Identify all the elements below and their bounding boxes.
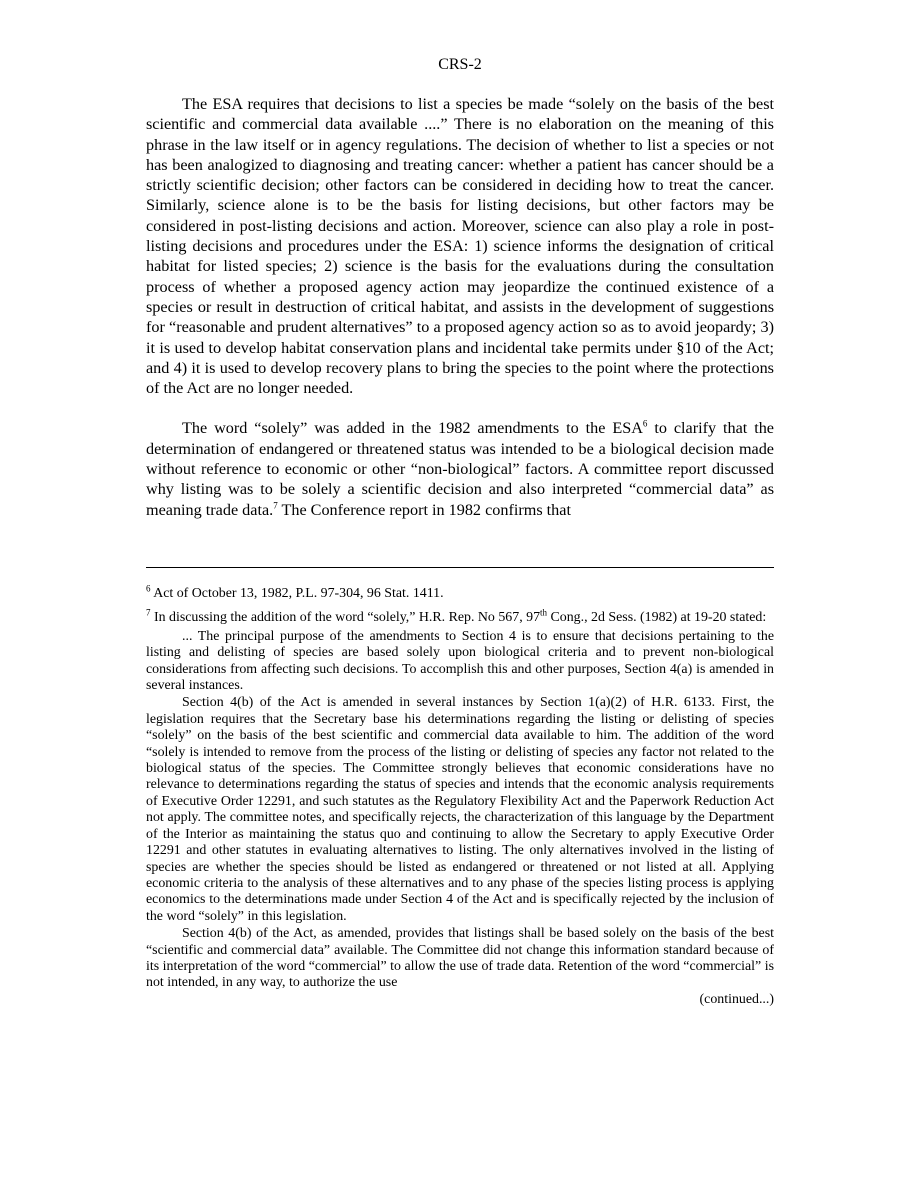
footnote-7 — [146, 607, 774, 626]
footnote-6 — [146, 583, 774, 602]
body-text — [146, 94, 774, 540]
footnote-7-quote-1: ... The principal purpose of the amendments to Section 4 is to ensure that decisions pertaining to the listing and delisting of species are based solely upon biological criteria and to prevent non-biological considerations from affecting such decisions. To accomplish this and other purposes, Section 4(a) is amended in several instances. — [146, 628, 774, 694]
footnote-7-quote-3: Section 4(b) of the Act, as amended, provides that listings shall be based solely on the basis of the best “scientific and commercial data” available. The Committee did not change this information standard because of its interpretation of the word “commercial” to allow the use of trade data. Retention of the word “commercial” is not intended, in any way, to authorize the use — [146, 926, 774, 991]
footnote-7-ordinal: th — [540, 607, 548, 618]
footnote-7-quote-2: Section 4(b) of the Act is amended in several instances by Section 1(a)(2) of H.R. 6133. First, the legislation requires that the Secretary base his determinations regarding the listing or delisting of species “solely” on the basis of the best scientific and commercial data available to him. The addition of the word “solely is intended to remove from the process of the listing or delisting of species any factor not related to the biological status of the species. The Committee strongly believes that economic considerations have no relevance to determinations regarding the status of species and intends that the economic analysis requirements of Executive Order 12291, and such statutes as the Regulatory Flexibility Act and the Paperwork Reduction Act not apply. The committee notes, and specifically rejects, the characterization of this language by the Department of the Interior as maintaining the status quo and continuing to allow the Secretary to apply Executive Order 12291 and other statutes in evaluating alternatives to listing. The only alternatives involved in the listing of species are whether the species should be listed as endangered or threatened or not listed at all. Applying economic criteria to the analysis of these alternatives and to any phase of the species listing process is applying economics to the determinations made under Section 4 of the Act and is specifically rejected by the inclusion of the word “solely” in this legislation. — [146, 695, 774, 924]
footnote-ref-6[interactable]: 6 — [642, 419, 648, 430]
paragraph-2-text-b: to clarify that the determination of endangered or threatened status was intended to be a biological decision made without reference to economic or other “non-biological” factors. A committee report discussed why listing was to be solely a scientific decision and also interpreted “commercial data” as meaning trade data. — [146, 419, 774, 519]
footnote-6-text: Act of October 13, 1982, P.L. 97-304, 96 Stat. 1411. — [150, 586, 444, 601]
footnote-ref-7[interactable]: 7 — [273, 500, 278, 511]
paragraph-2-text-c: The Conference report in 1982 confirms that — [277, 500, 571, 519]
footnote-separator — [146, 567, 774, 568]
footnote-7-text-a: In discussing the addition of the word “solely,” H.R. Rep. No 567, 97 — [150, 610, 541, 626]
footnote-6-number: 6 — [146, 583, 151, 594]
footnote-7-text-b: Cong., 2d Sess. (1982) at 19-20 stated: — [547, 610, 767, 626]
body-paragraph-1: The ESA requires that decisions to list a species be made “solely on the basis of the best scientific and commercial data available ....” There is no elaboration on the meaning of this phrase in the law itself or in agency regulations. The decision of whether to list a species or not has been analogized to diagnosing and treating cancer: whether a patient has cancer should be a strictly scientific decision; other factors can be considered in deciding how to treat the cancer. Similarly, science alone is to be the basis for listing decisions, but other factors may be considered in post-listing decisions and action. Moreover, science can also play a role in post-listing decisions and procedures under the ESA: 1) science informs the designation of critical habitat for listed species; 2) science is the basis for the evaluations during the consultation process of whether a proposed agency action may jeopardize the continued existence of a species or result in destruction of critical habitat, and assists in the development of suggestions for “reasonable and prudent alternatives” to a proposed agency action so as to avoid jeopardy; 3) it is used to develop habitat conservation plans and incidental take permits under §10 of the Act; and 4) it is used to develop recovery plans to bring the species to the point where the protections of the Act are no longer needed. — [146, 95, 774, 398]
body-paragraph-2 — [146, 418, 774, 519]
paragraph-2-text-a: The word “solely” was added in the 1982 amendments to the ESA — [182, 419, 643, 438]
footnotes — [146, 583, 774, 1008]
footnote-7-number: 7 — [146, 607, 151, 618]
page-header: CRS-2 — [438, 56, 482, 73]
continued-marker: (continued...) — [699, 991, 774, 1007]
